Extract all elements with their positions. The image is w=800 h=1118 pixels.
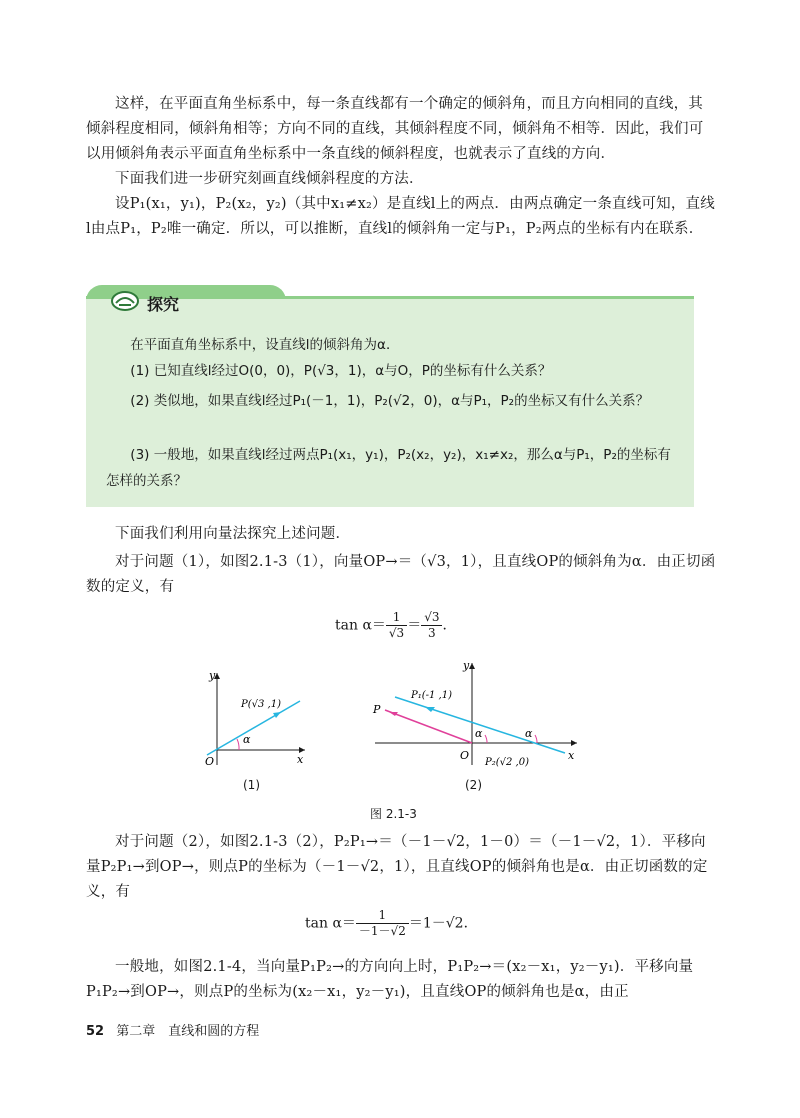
formula-2-den: －1－√2: [358, 924, 406, 938]
formula-1-end: ．: [442, 617, 457, 634]
fig1-point-label: P(√3 ,1): [241, 699, 281, 710]
paragraph-general-case: 一般地，如图2.1-4，当向量P₁P₂→的方向向上时，P₁P₂→＝(x₂－x₁，y₂－y₁)．平移向量P₁P₂→到OP→，则点P的坐标为(x₂－x₁，y₂－y₁)，且直线OP的倾斜角也是α，由正: [86, 959, 694, 1000]
fig2-x-label: x: [568, 749, 575, 762]
formula-1-lhs: tan α＝: [335, 617, 386, 634]
page-footer: [86, 1020, 259, 1039]
chapter-title: 第二章 直线和圆的方程: [116, 1024, 260, 1039]
fig2-alpha-p2-label: α: [525, 727, 533, 740]
fig1-origin-label: O: [205, 755, 215, 768]
explore-intro: 在平面直角坐标系中，设直线l的倾斜角为α．: [130, 337, 400, 353]
figure-2-1-3-part-2: [365, 655, 585, 775]
formula-tan-2: [305, 908, 478, 939]
paragraph-vector-method: 下面我们利用向量法探究上述问题．: [115, 526, 351, 542]
angle-arc-p2: [535, 735, 537, 743]
formula-1-fraction-a: [386, 610, 407, 641]
figure-sub-caption-2: (2): [465, 778, 482, 792]
paragraph-problem-1: 对于问题（1），如图2.1-3（1），向量OP→＝（√3，1），且直线OP的倾斜角为α．由正切函数的定义，有: [86, 554, 716, 595]
figure-2-1-3-part-1: [195, 665, 315, 775]
formula-1-num-a: 1: [386, 610, 407, 626]
fig1-y-label: y: [209, 669, 216, 682]
fig2-p2-label: P₂(√2 ,0): [485, 757, 529, 768]
formula-2-lhs: tan α＝: [305, 915, 356, 932]
formula-1-den-b: 3: [428, 626, 436, 640]
fig1-x-label: x: [297, 753, 304, 766]
paragraph-direction: 这样，在平面直角坐标系中，每一条直线都有一个确定的倾斜角，而且方向相同的直线，其倾斜程度相同，倾斜角相等；方向不同的直线，其倾斜程度不同，倾斜角不相等．因此，我们可以用倾斜角表示平面直角坐标系中一条直线的倾斜程度，也就表示了直线的方向．: [86, 96, 704, 162]
figure-caption: 图 2.1-3: [370, 807, 417, 821]
explore-question-3: (3) 一般地，如果直线l经过两点P₁(x₁，y₁)，P₂(x₂，y₂)，x₁≠x₂，那么α与P₁，P₂的坐标有怎样的关系？: [106, 447, 671, 489]
y-arrow-icon: [469, 663, 475, 669]
formula-2-fraction: [356, 908, 409, 939]
explore-question-2: (2) 类似地，如果直线l经过P₁(－1，1)，P₂(√2，0)，α与P₁，P₂的坐标又有什么关系？: [130, 393, 650, 409]
explore-icon: [110, 290, 140, 312]
explore-title: 探究: [147, 295, 180, 314]
fig2-p1-label: P₁(-1 ,1): [411, 690, 453, 701]
formula-2-num: 1: [356, 908, 409, 924]
paragraph-two-points: 设P₁(x₁，y₁)，P₂(x₂，y₂)（其中x₁≠x₂）是直线l上的两点．由两点确定一条直线可知，直线l由点P₁，P₂唯一确定．所以，可以推断，直线l的倾斜角一定与P₁，P₂两点的坐标有内在联系．: [86, 196, 715, 237]
page-number: 52: [86, 1024, 105, 1039]
fig2-y-label: y: [463, 659, 470, 672]
figure-sub-caption-1: (1): [243, 778, 260, 792]
x-arrow-icon: [571, 740, 577, 746]
angle-arc: [237, 739, 239, 750]
fig2-p-label: P: [373, 703, 381, 716]
formula-2-rhs: ＝1－√2．: [408, 915, 478, 932]
formula-1-equals: ＝: [407, 617, 422, 634]
fig1-alpha-label: α: [243, 733, 251, 746]
line-op-translated: [385, 710, 472, 743]
paragraph-next-method: 下面我们进一步研究刻画直线倾斜程度的方法．: [115, 171, 424, 187]
angle-arc-origin: [485, 735, 487, 743]
fig2-alpha-origin-label: α: [475, 727, 483, 740]
formula-1-num-b: √3: [421, 610, 442, 626]
line-p1p2: [395, 697, 565, 753]
formula-tan-1: [335, 610, 456, 641]
vector-op-arrow-icon: [273, 712, 281, 718]
paragraph-problem-2: 对于问题（2），如图2.1-3（2），P₂P₁→＝（－1－√2，1－0）＝（－1－√2，1）．平移向量P₂P₁→到OP→，则点P的坐标为（－1－√2，1），且直线OP的倾斜角也是α．由正切函数的定义，有: [86, 834, 708, 900]
fig2-origin-label: O: [460, 749, 470, 762]
explore-question-1: (1) 已知直线l经过O(0，0)，P(√3，1)，α与O，P的坐标有什么关系？: [130, 363, 552, 379]
formula-1-den-a: √3: [388, 626, 405, 640]
formula-1-fraction-b: [421, 610, 442, 641]
